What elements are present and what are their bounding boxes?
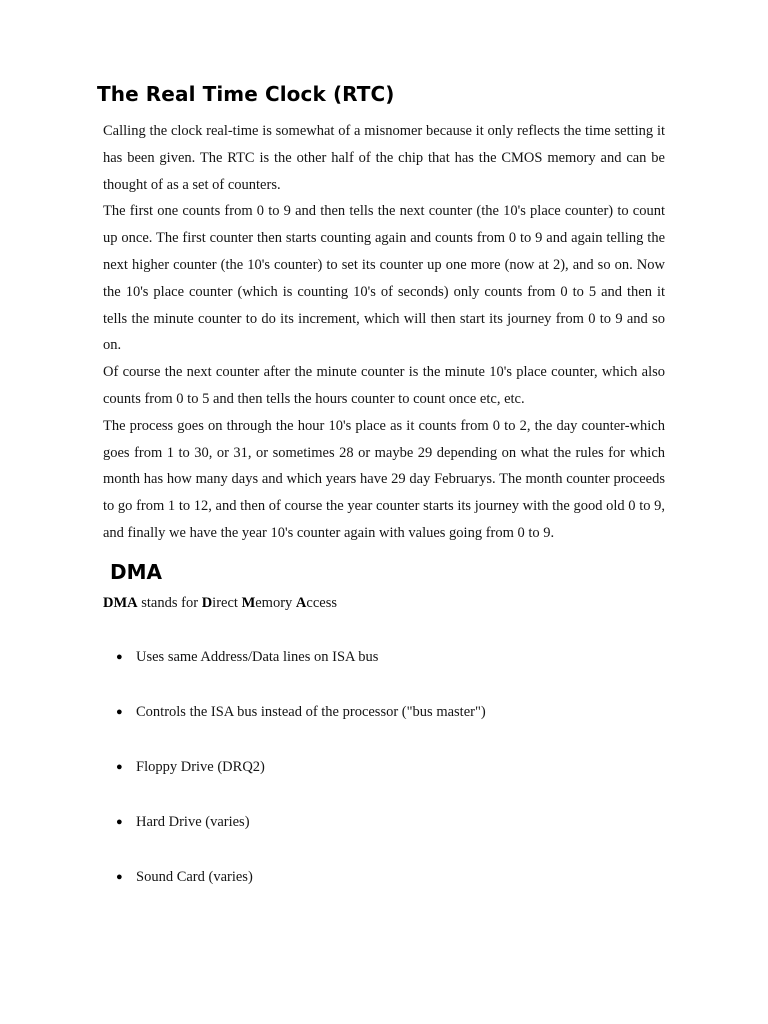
bullet-icon: ●	[116, 651, 123, 663]
list-item	[103, 644, 486, 699]
rtc-heading: The Real Time Clock (RTC)	[97, 82, 395, 106]
dma-letter-d: D	[201, 595, 213, 611]
bullet-icon: ●	[116, 706, 123, 718]
list-item	[103, 864, 486, 919]
dma-letter-a: A	[295, 595, 307, 611]
dma-word-ccess: ccess	[306, 595, 337, 611]
rtc-paragraph-3: Of course the next counter after the minute counter is the minute 10's place counter, which also counts from 0 to 5 and then tells the hours counter to count once etc, etc.	[103, 364, 665, 407]
dma-term: DMA	[103, 595, 138, 611]
list-item	[103, 699, 486, 754]
dma-definition	[103, 590, 337, 616]
list-item	[103, 754, 486, 809]
bullet-icon: ●	[116, 761, 123, 773]
dma-heading: DMA	[110, 560, 162, 584]
dma-bullet-list	[103, 644, 486, 919]
list-item	[103, 809, 486, 864]
rtc-body	[103, 118, 665, 547]
list-item-text: Floppy Drive (DRQ2)	[136, 759, 265, 775]
dma-letter-m: M	[241, 595, 256, 611]
dma-stands-for: stands for	[137, 595, 202, 611]
rtc-paragraph-2: The first one counts from 0 to 9 and then tells the next counter (the 10's place counter) to count up once. The first counter then starts counting again and counts from 0 to 9 and again telling the next higher counter (the 10's counter) to set its counter up one more (now at 2), and so on. Now the 10's place counter (which is counting 10's of seconds) only counts from 0 to 5 and then it tells the minute counter to do its increment, which will then start its journey from 0 to 9 and so on.	[103, 203, 665, 354]
dma-word-irect: irect	[212, 595, 242, 611]
bullet-icon: ●	[116, 871, 123, 883]
rtc-paragraph-4: The process goes on through the hour 10's place as it counts from 0 to 2, the day counter-which goes from 1 to 30, or 31, or sometimes 28 or maybe 29 depending on what the rules for which month has how many days and which years have 29 day Februarys. The month counter proceeds to go from 1 to 12, and then of course the year counter starts its journey with the good old 0 to 9, and finally we have the year 10's counter again with values going from 0 to 9.	[103, 417, 665, 541]
list-item-text: Hard Drive (varies)	[136, 814, 250, 830]
rtc-paragraph-1: Calling the clock real-time is somewhat of a misnomer because it only reflects the time setting it has been given. The RTC is the other half of the chip that has the CMOS memory and can be thought of as a set of counters.	[103, 123, 665, 193]
bullet-icon: ●	[116, 816, 123, 828]
list-item-text: Uses same Address/Data lines on ISA bus	[136, 649, 379, 665]
dma-word-emory: emory	[255, 595, 296, 611]
list-item-text: Sound Card (varies)	[136, 869, 253, 885]
list-item-text: Controls the ISA bus instead of the processor ("bus master")	[136, 704, 486, 720]
